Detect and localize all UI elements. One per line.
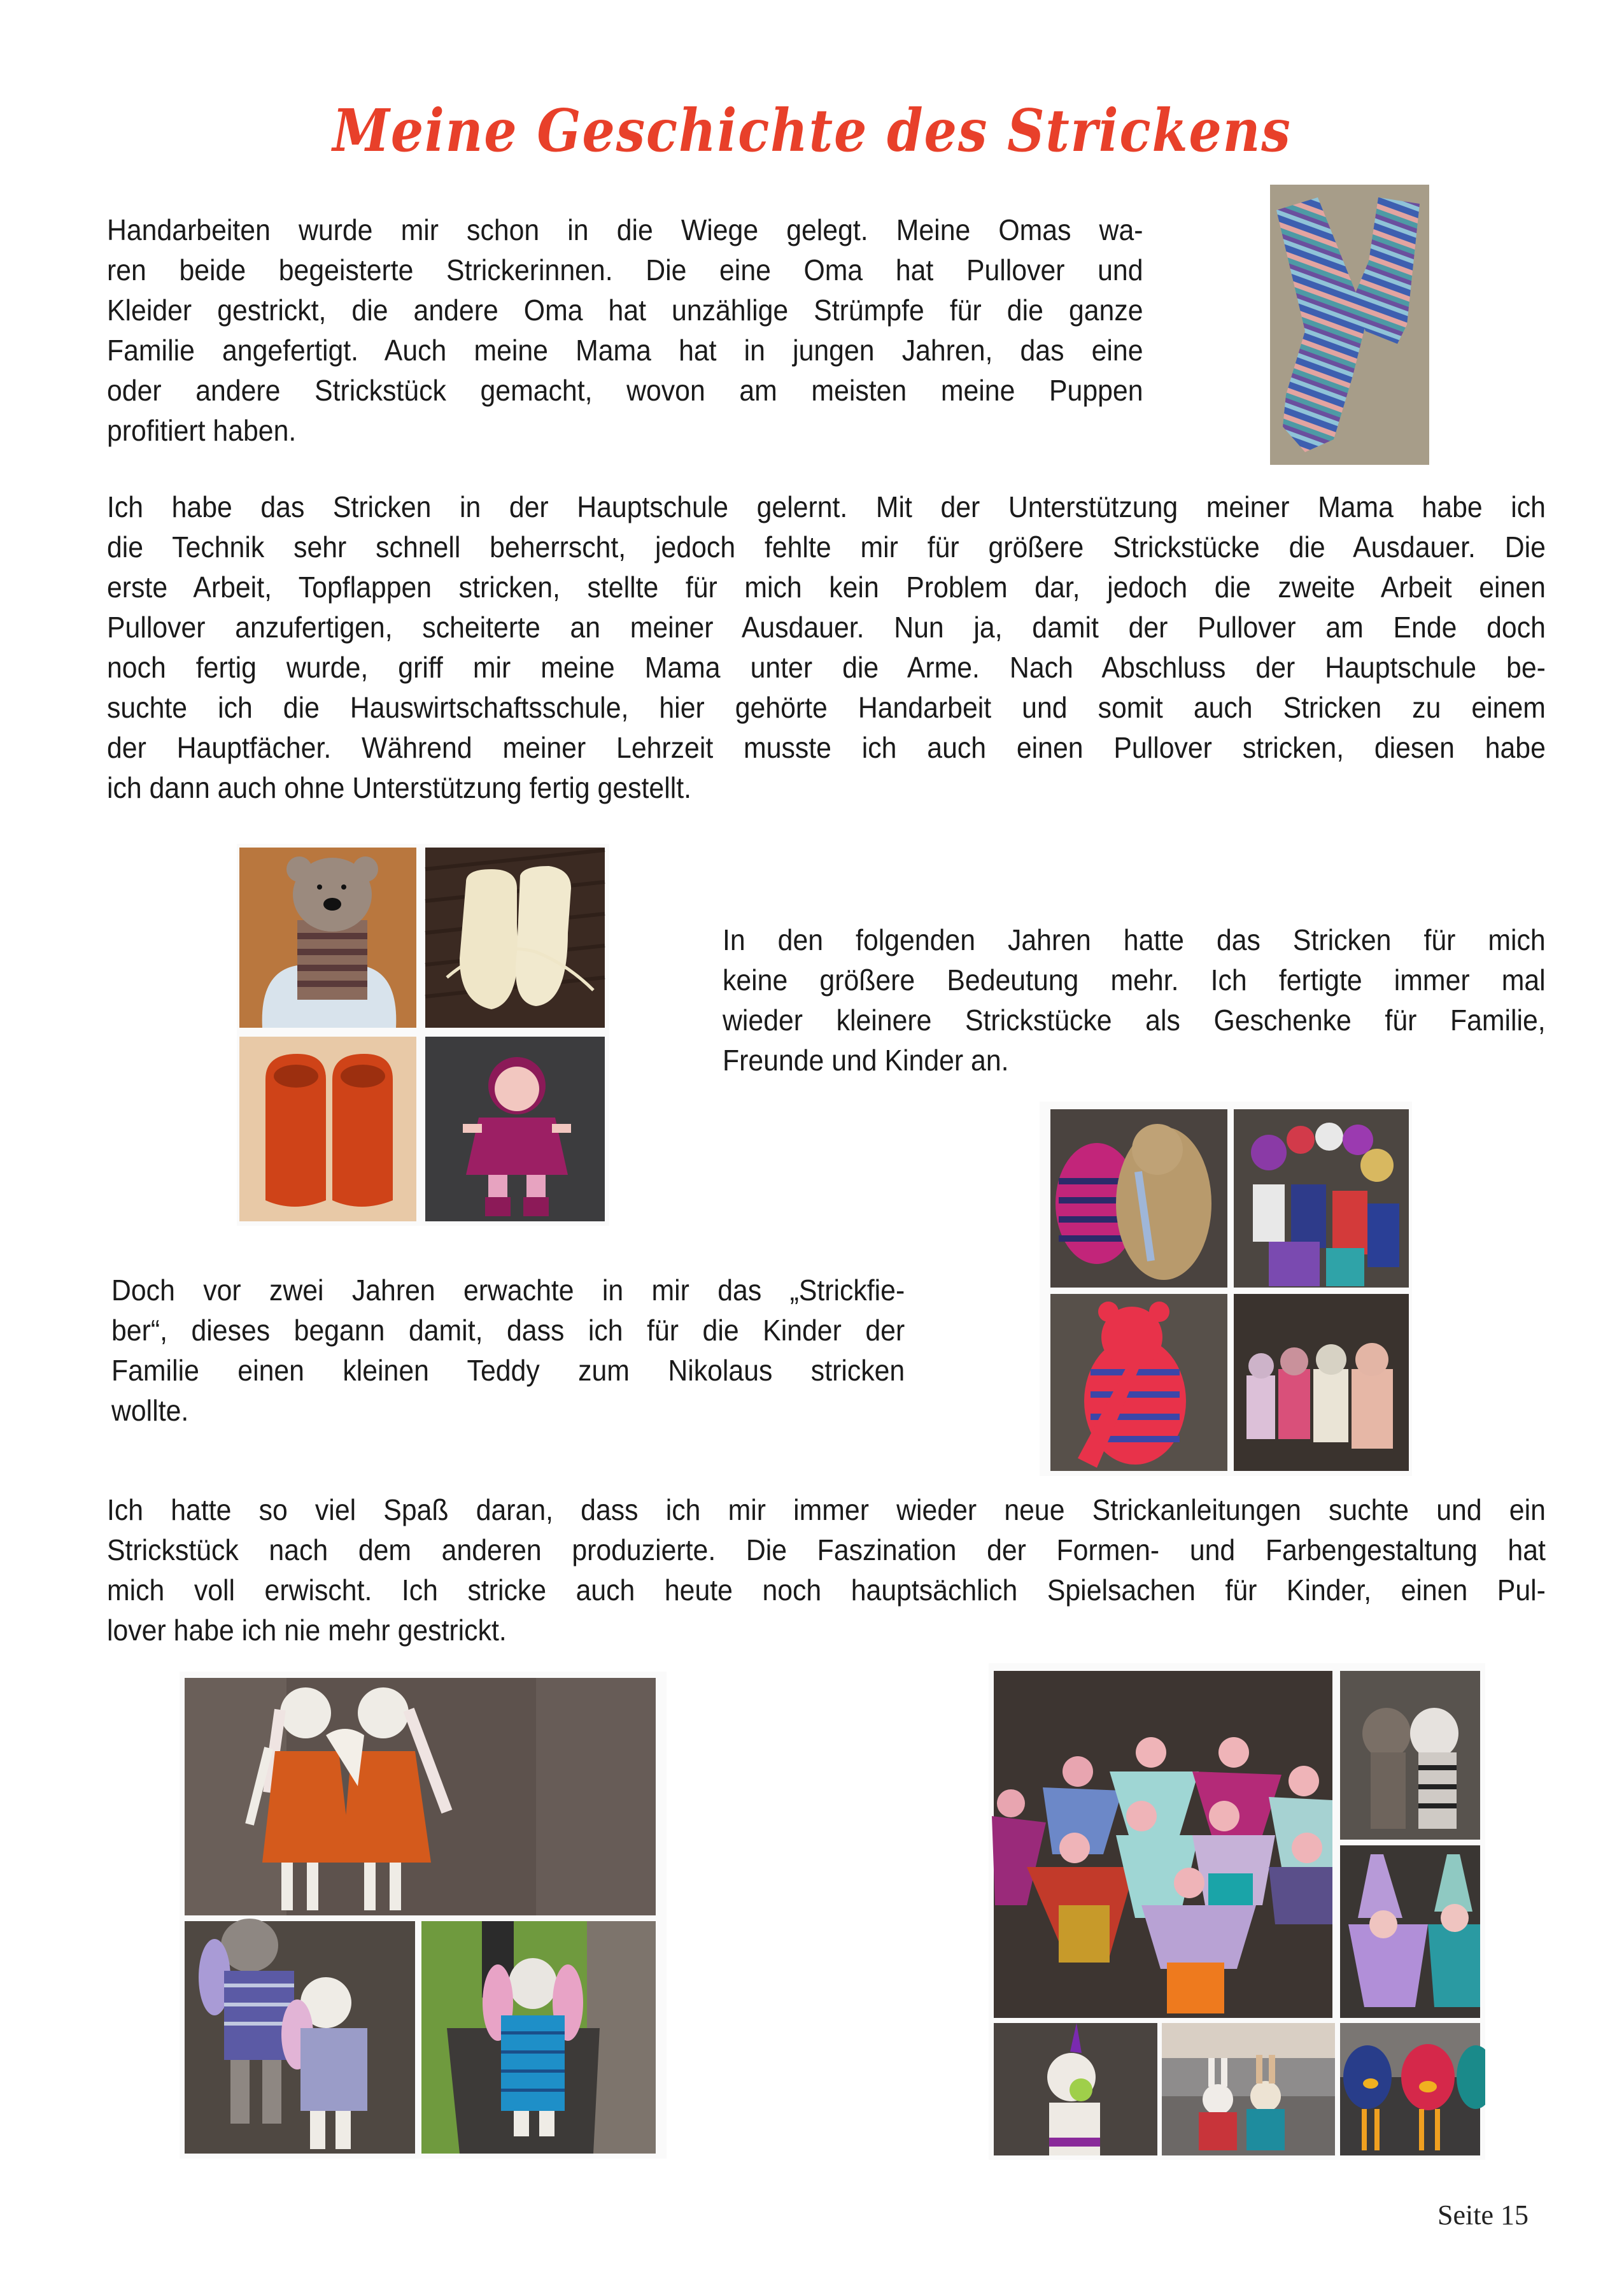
text-line: Ich hatte so viel Spaß daran, dass ich mir immer wieder neue Strickanleitungen suchte und ein <box>107 1493 1546 1526</box>
teddies-collage <box>1040 1102 1412 1476</box>
pink-and-beige-teddy-photo <box>1050 1109 1227 1288</box>
gnome-dolls-photo <box>1340 1845 1480 2018</box>
paragraph-4 <box>111 1270 905 1431</box>
cream-booties-photo <box>425 848 605 1028</box>
two-bunnies-photo <box>1162 2023 1335 2155</box>
paragraph-5 <box>107 1490 1546 1651</box>
text-line: Kleider gestrickt, die andere Oma hat unzählige Strümpfe für die ganze <box>107 294 1143 327</box>
text-line: erste Arbeit, Topflappen stricken, stellte für mich kein Problem dar, jedoch die zweite Arbeit einen <box>107 571 1546 604</box>
orange-booties-photo <box>239 1037 416 1221</box>
teddy-group-photo <box>1234 1109 1409 1288</box>
text-line: suchte ich die Hauswirtschaftsschule, hier gehörte Handarbeit und somit auch Stricken zu einem <box>107 691 1546 724</box>
unicorn-photo <box>994 2023 1157 2155</box>
text-line: In den folgenden Jahren hatte das Stricken für mich <box>723 923 1546 956</box>
blue-dress-bunny-photo <box>421 1921 656 2154</box>
paragraph-3 <box>723 920 1546 1081</box>
text-line: profitiert haben. <box>107 414 297 447</box>
teddy-eggcup-photo <box>239 848 416 1028</box>
early-knits-collage <box>237 844 609 1226</box>
donkey-and-zebra-photo <box>1340 1671 1480 1840</box>
text-line: wollte. <box>111 1394 189 1427</box>
text-line: Familie angefertigt. Auch meine Mama hat in jungen Jahren, das eine <box>107 334 1143 367</box>
red-striped-teddy-photo <box>1050 1294 1227 1471</box>
socks-photo <box>1270 185 1429 465</box>
birds-photo <box>1340 2023 1485 2155</box>
striped-bunnies-photo <box>185 1919 415 2154</box>
small-teddies-photo <box>1234 1294 1409 1471</box>
text-line: wieder kleinere Strickstücke als Geschenke für Familie, <box>723 1004 1546 1037</box>
star-dolls-photo <box>992 1671 1332 2018</box>
text-line: Ich habe das Stricken in der Hauptschule gelernt. Mit der Unterstützung meiner Mama habe ich <box>107 490 1546 523</box>
text-line: die Technik sehr schnell beherrscht, jedoch fehlte mir für größere Strickstücke die Ausdauer. Die <box>107 530 1546 564</box>
bunnies-collage <box>180 1672 667 2159</box>
paragraph-1 <box>107 210 1143 451</box>
text-line: Strickstück nach dem anderen produzierte. Die Faszination der Formen- und Farbengestaltung hat <box>107 1533 1546 1566</box>
page-title: Meine Geschichte des Strickens <box>332 96 1292 165</box>
text-line: ich dann auch ohne Unterstützung fertig gestellt. <box>107 771 691 804</box>
text-line: der Hauptfächer. Während meiner Lehrzeit musste ich auch einen Pullover stricken, diesen habe <box>107 731 1546 764</box>
text-line: Doch vor zwei Jahren erwachte in mir das „Strickfie- <box>111 1274 905 1307</box>
dolls-and-animals-collage <box>989 1663 1485 2160</box>
text-line: ber“, dieses begann damit, dass ich für die Kinder der <box>111 1314 905 1347</box>
text-line: oder andere Strickstück gemacht, wovon am meisten meine Puppen <box>107 374 1143 407</box>
text-line: keine größere Bedeutung mehr. Ich fertigte immer mal <box>723 963 1546 997</box>
text-line: Handarbeiten wurde mir schon in die Wiege gelegt. Meine Omas wa- <box>107 213 1143 246</box>
magenta-doll-photo <box>425 1037 605 1221</box>
text-line: ren beide begeisterte Strickerinnen. Die eine Oma hat Pullover und <box>107 253 1143 287</box>
page-number: Seite 15 <box>1437 2199 1529 2231</box>
orange-dress-bunnies-photo <box>185 1678 656 1915</box>
paragraph-2 <box>107 487 1546 808</box>
text-line: lover habe ich nie mehr gestrickt. <box>107 1614 507 1647</box>
text-line: Freunde und Kinder an. <box>723 1044 1009 1077</box>
text-line: Pullover anzufertigen, scheiterte an meiner Ausdauer. Nun ja, damit der Pullover am Ende doch <box>107 611 1546 644</box>
text-line: Familie einen kleinen Teddy zum Nikolaus stricken <box>111 1354 905 1387</box>
text-line: mich voll erwischt. Ich stricke auch heute noch hauptsächlich Spielsachen für Kinder, einen Pul- <box>107 1573 1546 1607</box>
text-line: noch fertig wurde, griff mir meine Mama unter die Arme. Nach Abschluss der Hauptschule be- <box>107 651 1546 684</box>
